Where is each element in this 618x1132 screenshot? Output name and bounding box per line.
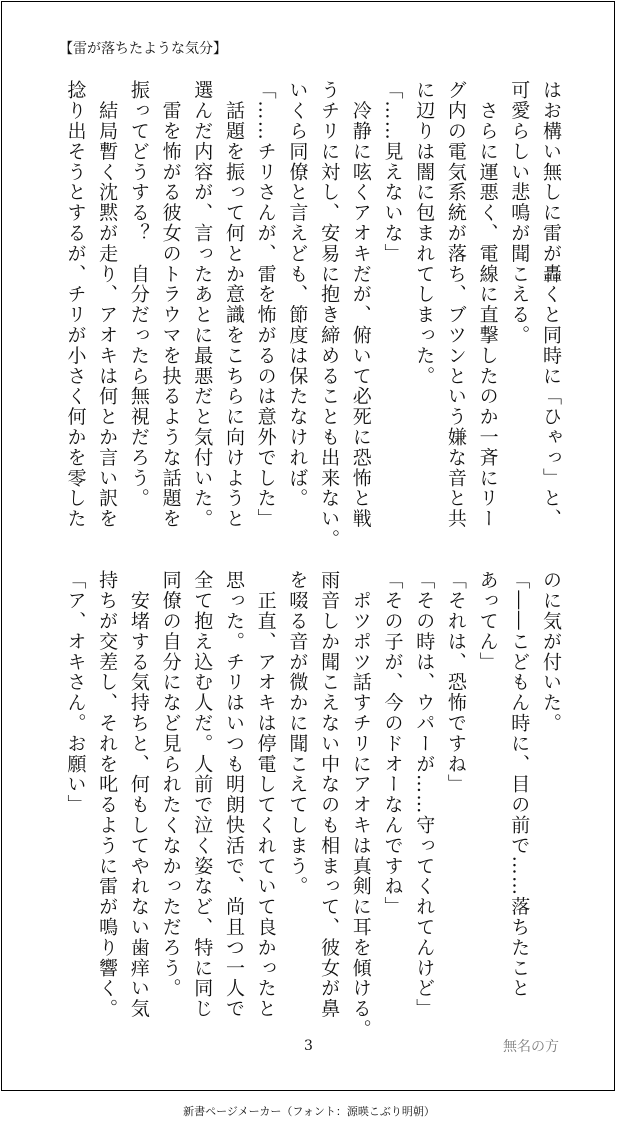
text-line: 「……チリさんが、雷を怖がるのは意外でした」 <box>254 80 277 529</box>
text-line: 正直、アオキは停電してくれていて良かったと <box>254 570 277 1019</box>
author-name: 無名の方 <box>503 1039 559 1055</box>
text-line: グ内の電気系統が落ち、ブツンという嫌な音と共 <box>444 80 467 529</box>
text-line: 持ちが交差し、それを叱るように雷が鳴り響く。 <box>96 570 119 1019</box>
text-line: うチリに対し、安易に抱き締めることも出来ない。 <box>318 80 341 550</box>
text-line: はお構い無しに雷が轟くと同時に「ひゃっ」と、 <box>540 80 562 529</box>
text-line: に辺りは闇に包まれてしまった。 <box>413 80 436 386</box>
page-number: 3 <box>304 1038 313 1054</box>
text-line: 「――こどもん時に、目の前で……落ちたこと <box>508 570 531 999</box>
text-line: さらに運悪く、電線に直撃したのか一斉にリー <box>476 80 499 529</box>
upper-text-block <box>59 80 566 550</box>
text-line: ポツポツ話すチリにアオキは真剣に耳を傾ける。 <box>349 570 372 1040</box>
lower-text-block <box>59 570 566 1040</box>
text-line: 冷静に呟くアオキだが、俯いて必死に恐怖と戦 <box>349 80 372 529</box>
footer-credit: 新書ページメーカー（フォント：源暎こぶり明朝） <box>183 1105 435 1118</box>
book-page <box>1 1 615 1091</box>
text-line: 振ってどうする？ 自分だったら無視だろう。 <box>127 80 150 509</box>
text-line: 思った。チリはいつも明朗快活で、尚且つ一人で <box>222 570 245 1019</box>
text-line: 結局暫く沈黙が走り、アオキは何とか言い訳を <box>96 80 119 529</box>
text-line: 「その時は、ウパーが……守ってくれてんけど」 <box>413 570 436 1019</box>
text-line: 雨音しか聞こえない中なのも相まって、彼女が鼻 <box>318 570 341 1019</box>
text-line: 全て抱え込む人だ。人前で泣く姿など、特に同じ <box>191 570 214 1019</box>
text-line: いくら同僚と言えども、節度は保たなければ。 <box>286 80 309 509</box>
text-line: 可愛らしい悲鳴が聞こえる。 <box>508 80 531 346</box>
text-line: 「ア、オキさん。お願い」 <box>64 570 87 815</box>
text-line: 捻り出そうとするが、チリが小さく何かを零した <box>64 80 87 529</box>
text-line: 雷を怖がる彼女のトラウマを抉るような話題を <box>159 80 182 529</box>
text-line: 「その子が、今のドオーなんですね」 <box>381 570 404 917</box>
chapter-title: 【雷が落ちたような気分】 <box>59 41 227 57</box>
text-line: 「……見えないな」 <box>381 80 404 264</box>
text-line: のに気が付いた。 <box>540 570 562 734</box>
text-line: あってん」 <box>476 570 499 672</box>
text-line: を啜る音が微かに聞こえてしまう。 <box>286 570 309 897</box>
text-line: 「それは、恐怖ですね」 <box>444 570 467 795</box>
text-line: 話題を振って何とか意識をこちらに向けようと <box>222 80 245 529</box>
text-line: 選んだ内容が、言ったあとに最悪だと気付いた。 <box>191 80 214 529</box>
text-line: 同僚の自分になど見られたくなかっただろう。 <box>159 570 182 999</box>
text-line: 安堵する気持ちと、何もしてやれない歯痒い気 <box>127 570 150 1019</box>
